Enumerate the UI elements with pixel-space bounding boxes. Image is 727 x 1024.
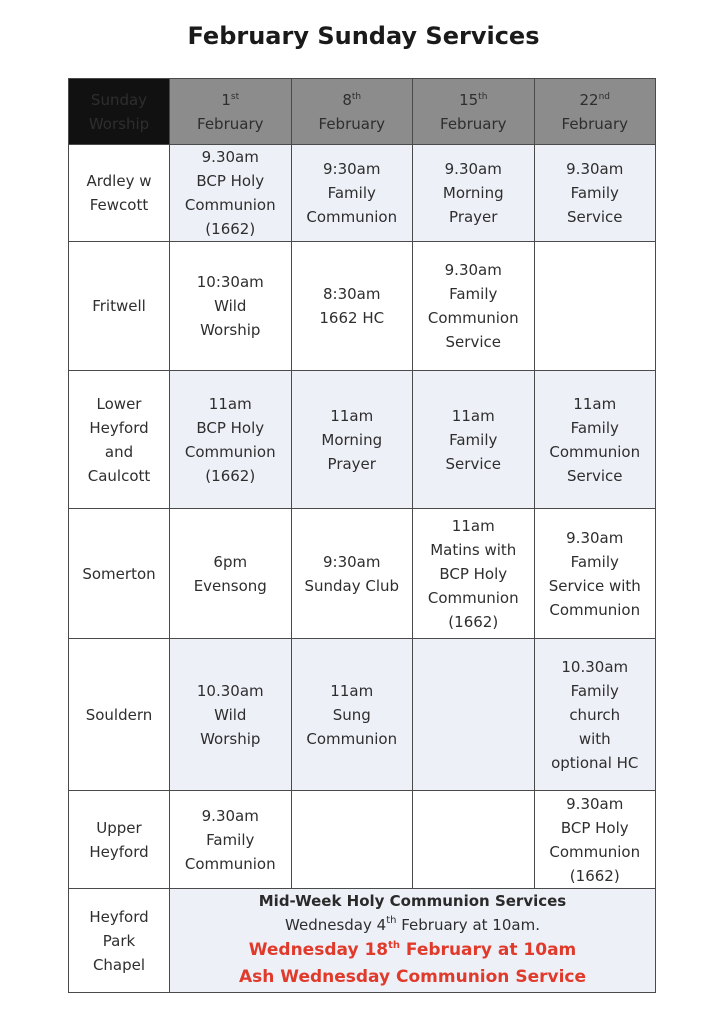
church-name-line: Upper [96, 818, 142, 837]
service-line: (1662) [448, 612, 499, 631]
service-line: (1662) [205, 466, 256, 485]
service-cell [413, 791, 535, 889]
table-row [69, 371, 656, 509]
service-line: Family [570, 418, 619, 437]
service-line: 10:30am [196, 273, 264, 291]
service-line: Family [327, 184, 376, 202]
midweek-text: Wednesday 4 [285, 916, 387, 934]
service-line: Communion [184, 442, 276, 461]
church-name-line: Caulcott [87, 466, 151, 485]
table-row [69, 242, 656, 371]
service-line: (1662) [569, 866, 620, 885]
church-name-line: Park [102, 931, 136, 950]
church-name [69, 889, 170, 993]
service-cell [534, 242, 656, 371]
service-cell [291, 509, 413, 639]
date-suffix: nd [598, 91, 610, 102]
church-name-line: Fewcott [89, 196, 149, 214]
service-line: Communion [306, 208, 398, 226]
date-header-8 [291, 79, 413, 145]
service-line: 9.30am [444, 261, 502, 279]
date-month: February [318, 114, 385, 133]
service-line: Communion [549, 442, 641, 461]
church-name [69, 145, 170, 242]
service-line: Sunday Club [304, 576, 400, 595]
service-line: Sung [332, 705, 371, 724]
service-line: 9.30am [444, 160, 502, 178]
chapel-row [69, 889, 656, 993]
service-line: 10.30am [196, 681, 264, 700]
service-line: Family [206, 830, 255, 849]
service-line: 11am [208, 394, 252, 413]
service-line: Communion [549, 842, 641, 861]
service-line: Family [570, 681, 619, 700]
service-cell [170, 509, 292, 639]
service-line: 11am [573, 394, 617, 413]
service-line: 11am [451, 406, 495, 425]
service-line: Communion [549, 600, 641, 619]
service-line: Communion [306, 729, 398, 748]
midweek-text: Wednesday 18 [248, 940, 389, 960]
service-line: Morning [442, 184, 504, 202]
corner-label-line: Sunday [90, 90, 148, 109]
service-line: Communion [427, 309, 519, 327]
service-line: 11am [451, 516, 495, 535]
church-name-line: Souldern [85, 705, 153, 724]
service-line: optional HC [551, 753, 639, 772]
page-title: February Sunday Services [187, 22, 540, 50]
service-line: 9:30am [323, 552, 381, 571]
date-header-1 [170, 79, 292, 145]
date-number: 22 [579, 90, 599, 109]
table-row [69, 145, 656, 242]
service-line: with [578, 729, 611, 748]
church-name [69, 791, 170, 889]
service-line: BCP Holy [196, 418, 265, 437]
service-line: Family [570, 184, 619, 202]
service-cell [170, 791, 292, 889]
date-suffix: th [351, 91, 362, 102]
service-cell [291, 145, 413, 242]
service-line: Communion [427, 588, 519, 607]
service-line: 9.30am [201, 806, 259, 825]
service-cell [170, 145, 292, 242]
midweek-line [172, 913, 653, 937]
service-line: 1662 HC [319, 309, 385, 327]
service-line: 9.30am [566, 160, 624, 178]
service-cell [291, 242, 413, 371]
midweek-title: Mid-Week Holy Communion Services [258, 892, 567, 910]
header-row [69, 79, 656, 145]
table-row [69, 791, 656, 889]
church-name [69, 509, 170, 639]
service-line: 11am [330, 406, 374, 425]
services-table [68, 78, 656, 993]
service-cell [170, 639, 292, 791]
date-suffix: th [478, 91, 488, 102]
midweek-highlight [172, 937, 653, 964]
service-line: Wild [214, 297, 247, 315]
service-line: BCP Holy [560, 818, 629, 837]
service-line: 11am [330, 681, 374, 700]
date-number: 8 [342, 90, 352, 109]
service-cell [170, 242, 292, 371]
church-name-line: Somerton [82, 564, 156, 583]
service-cell [413, 509, 535, 639]
service-line: Morning [321, 430, 383, 449]
service-line: 10.30am [561, 657, 629, 676]
service-line: Family [449, 430, 498, 449]
service-line: Matins with [430, 540, 517, 559]
service-line: Service with [548, 576, 641, 595]
midweek-suffix: th [386, 915, 397, 926]
service-line: BCP Holy [439, 564, 508, 583]
corner-label-line: Worship [88, 114, 150, 133]
service-cell [413, 639, 535, 791]
service-cell [413, 371, 535, 509]
service-line: Service [567, 466, 623, 485]
date-number: 15 [459, 90, 479, 109]
service-cell [534, 145, 656, 242]
midweek-text: February at 10am. [396, 916, 540, 934]
church-name [69, 242, 170, 371]
service-line: Service [567, 208, 623, 226]
service-line: Service [445, 333, 501, 351]
church-name [69, 371, 170, 509]
service-line: 9:30am [323, 160, 381, 178]
service-line: Worship [200, 729, 261, 748]
church-name-line: Heyford [89, 907, 149, 926]
service-cell [170, 371, 292, 509]
service-cell [534, 371, 656, 509]
date-month: February [197, 114, 264, 133]
service-line: 9.30am [201, 148, 259, 166]
midweek-text: February at 10am [400, 940, 577, 960]
service-cell [291, 371, 413, 509]
service-line: Communion [184, 854, 276, 873]
service-line: church [569, 705, 621, 724]
table-row [69, 509, 656, 639]
service-line: Wild [214, 705, 247, 724]
service-cell [534, 509, 656, 639]
service-line: Prayer [449, 208, 498, 226]
church-name-line: Lower [96, 394, 142, 413]
service-line: Family [570, 552, 619, 571]
service-line: Communion [184, 196, 276, 214]
date-month: February [440, 114, 507, 133]
service-line: Prayer [327, 454, 376, 473]
church-name-line: Chapel [92, 955, 146, 974]
date-number: 1 [221, 90, 231, 109]
service-line: 6pm [213, 552, 248, 571]
service-cell [413, 145, 535, 242]
service-line: Service [445, 454, 501, 473]
church-name-line: Heyford [89, 418, 149, 437]
date-suffix: st [230, 91, 240, 102]
date-month: February [561, 114, 628, 133]
service-line: 9.30am [566, 528, 624, 547]
service-line: (1662) [205, 220, 256, 238]
service-line: 9.30am [566, 794, 624, 813]
corner-header [69, 79, 170, 145]
table-row [69, 639, 656, 791]
service-cell [413, 242, 535, 371]
church-name-line: and [104, 442, 134, 461]
service-cell [534, 639, 656, 791]
church-name-line: Heyford [89, 842, 149, 861]
midweek-highlight: Ash Wednesday Communion Service [239, 967, 586, 987]
service-cell [534, 791, 656, 889]
service-line: BCP Holy [196, 172, 265, 190]
church-name [69, 639, 170, 791]
service-cell [291, 639, 413, 791]
date-header-15 [413, 79, 535, 145]
midweek-services [170, 889, 656, 993]
midweek-suffix: th [388, 940, 401, 951]
church-name-line: Fritwell [92, 297, 146, 315]
service-line: 8:30am [323, 285, 381, 303]
date-header-22 [534, 79, 656, 145]
service-cell [291, 791, 413, 889]
church-name-line: Ardley w [86, 172, 152, 190]
service-line: Evensong [193, 576, 267, 595]
service-line: Family [449, 285, 498, 303]
service-line: Worship [200, 321, 261, 339]
